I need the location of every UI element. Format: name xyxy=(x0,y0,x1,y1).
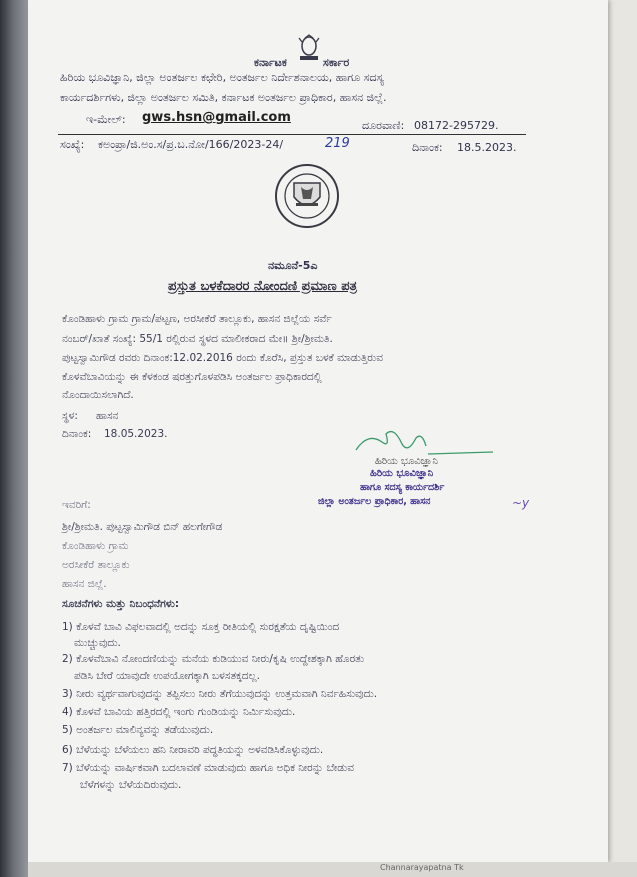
conditions-title: ಸೂಚನೆಗಳು ಮತ್ತು ನಿಬಂಧನೆಗಳು: xyxy=(62,598,180,610)
ref-handwritten: 219 xyxy=(325,136,350,151)
condition-item: 7) ಬೆಳೆಯನ್ನು ವಾರ್ಷಿಕವಾಗಿ ಬದಲಾವಣೆ ಮಾಡುವುದು ಹಾಗೂ ಅಧಿಕ ನೀರನ್ನು ಬೇಡುವ xyxy=(62,762,355,774)
signatory-line-1: ಹಿರಿಯ ಭೂವಿಜ್ಞಾನಿ xyxy=(375,456,438,467)
body-line: ಕೊಳವೆಬಾವಿಯನ್ನು ಈ ಕೆಳಕಂಡ ಷರತ್ತುಗೊಳಪಡಿಸಿ ಅಂತರ್ಜಲ ಪ್ರಾಧಿಕಾರದಲ್ಲಿ xyxy=(62,371,322,383)
to-line-3: ಅರಸೀಕೆರೆ ತಾಲ್ಲೂಕು xyxy=(62,559,130,571)
condition-item: 5) ಅಂತರ್ಜಲ ಮಾಲಿನ್ಯವನ್ನು ತಡೆಯುವುದು. xyxy=(62,724,214,736)
date2-value: 18.05.2023. xyxy=(104,428,168,440)
condition-item: 1) ಕೊಳವೆ ಬಾವಿ ವಿಫಲವಾದಲ್ಲಿ ಅದನ್ನು ಸೂಕ್ತ ರೀತಿಯಲ್ಲಿ ಸುರಕ್ಷತೆಯ ದೃಷ್ಟಿಯಿಂದ xyxy=(62,621,340,633)
header-state: ಕರ್ನಾಟಕ xyxy=(254,56,287,69)
to-line-2: ಕೊಂಡಿಹಾಳು ಗ್ರಾಮ xyxy=(62,540,129,552)
body-line: ಪುಟ್ಟಸ್ವಾಮಿಗೌಡ ರವರು ದಿನಾಂಕ:12.02.2016 ರಂದು ಕೊರೆಸಿ, ಪ್ರಸ್ತುತ ಬಳಕೆ ಮಾಡುತ್ತಿರುವ xyxy=(62,352,383,364)
place-value: ಹಾಸನ xyxy=(96,410,119,422)
state-emblem-icon xyxy=(296,34,322,62)
phone-label: ದೂರವಾಣಿ: xyxy=(362,119,405,132)
email-link[interactable]: gws.hsn@gmail.com xyxy=(142,110,291,125)
to-line-1: ಶ್ರೀ/ಶ್ರೀಮತಿ. ಪುಟ್ಟಸ್ವಾಮಿಗೌಡ ಬಿನ್ ಹಲಗೇಗೌಡ xyxy=(62,521,223,533)
body-line: ನಂಬರ್/ಖಾತೆ ಸಂಖ್ಯೆ: 55/1 ರಲ್ಲಿರುವ ಸ್ಥಳದ ಮಾಲೀಕರಾದ ಮೇ॥ ಶ್ರೀ/ಶ್ರೀಮತಿ. xyxy=(62,333,333,345)
condition-item: 2) ಕೊಳವೆಬಾವಿ ನೋಂದಣಿಯನ್ನು ಮನೆಯ ಕುಡಿಯುವ ನೀರು/ಕೃಷಿ ಉದ್ದೇಶಕ್ಕಾಗಿ ಹೊರತು xyxy=(62,653,365,665)
signatory-line-3: ಹಾಗೂ ಸದಸ್ಯ ಕಾರ್ಯದರ್ಶಿ xyxy=(360,482,445,493)
condition-item: ಮುಚ್ಚುವುದು. xyxy=(74,637,121,649)
footer-name: Channarayapatna Tk xyxy=(380,863,464,872)
place-label: ಸ್ಥಳ: xyxy=(62,410,78,422)
condition-item: 6) ಬೆಳೆಯನ್ನು ಬೆಳೆಯಲು ಹನಿ ನೀರಾವರಿ ಪದ್ಧತಿಯನ್ನು ಅಳವಡಿಸಿಕೊಳ್ಳುವುದು. xyxy=(62,744,324,756)
to-label: ಇವರಿಗೆ: xyxy=(62,499,91,511)
body-line: ಕೊಂಡಿಹಾಳು ಗ್ರಾಮ ಗ್ರಾಮ/ಪಟ್ಟಣ, ಅರಸೀಕೆರೆ ತಾಲ್ಲೂಕು, ಹಾಸನ ಜಿಲ್ಲೆಯ ಸರ್ವೆ xyxy=(62,313,332,325)
header-divider xyxy=(58,134,526,135)
condition-item: ಪಡಿಸಿ ಬೇರೆ ಯಾವುದೇ ಉಪಯೋಗಕ್ಕಾಗಿ ಬಳಸತಕ್ಕದಲ್ಲ. xyxy=(74,670,260,682)
department-seal-icon xyxy=(274,163,340,229)
initials-mark: ~y xyxy=(512,496,530,510)
ref-label: ಸಂಖ್ಯೆ: xyxy=(60,138,85,151)
phone-number: 08172-295729. xyxy=(414,119,499,132)
condition-item: 3) ನೀರು ವ್ಯರ್ಥವಾಗುವುದನ್ನು ತಪ್ಪಿಸಲು ನೀರು ತೆಗೆಯುವುದನ್ನು ಉತ್ತಮವಾಗಿ ನಿರ್ವಹಿಸುವುದು. xyxy=(62,688,378,700)
form-number: ನಮೂನೆ-5ಎ xyxy=(268,259,318,272)
to-line-4: ಹಾಸನ ಜಿಲ್ಲೆ. xyxy=(62,578,107,590)
ref-date: 18.5.2023. xyxy=(457,141,517,154)
bottom-strip xyxy=(28,862,637,877)
office-line-1: ಹಿರಿಯ ಭೂವಿಜ್ಞಾನಿ, ಜಿಲ್ಲಾ ಅಂತರ್ಜಲ ಕಛೇರಿ, ಅಂತರ್ಜಲ ನಿರ್ದೇಶನಾಲಯ, ಹಾಗೂ ಸದಸ್ಯ xyxy=(60,71,384,84)
body-line: ನೊಂದಾಯಿಸಲಾಗಿದೆ. xyxy=(62,389,134,401)
header-govt: ಸರ್ಕಾರ xyxy=(323,56,350,69)
signatory-line-4: ಜಿಲ್ಲಾ ಅಂತರ್ಜಲ ಪ್ರಾಧಿಕಾರ, ಹಾಸನ xyxy=(318,496,431,507)
email-label: ಇ-ಮೇಲ್: xyxy=(86,113,126,126)
ref-number: ಕಅಂಪ್ರಾ/ಜಿ.ಅಂ.ಸ/ಪ್ರ.ಬ.ನೋ/166/2023-24/ xyxy=(98,138,284,151)
date2-label: ದಿನಾಂಕ: xyxy=(62,428,92,440)
document-title: ಪ್ರಸ್ತುತ ಬಳಕೆದಾರರ ನೋಂದಣಿ ಪ್ರಮಾಣ ಪತ್ರ xyxy=(168,279,358,294)
office-line-2: ಕಾರ್ಯದರ್ಶಿಗಳು, ಜಿಲ್ಲಾ ಅಂತರ್ಜಲ ಸಮಿತಿ, ಕರ್ನಾಟಕ ಅಂತರ್ಜಲ ಪ್ರಾಧಿಕಾರ, ಹಾಸನ ಜಿಲ್ಲೆ. xyxy=(60,91,387,104)
condition-item: ಬೆಳೆಗಳನ್ನು ಬೆಳೆಯದಿರುವುದು. xyxy=(80,779,182,791)
signatory-line-2: ಹಿರಿಯ ಭೂವಿಜ್ಞಾನಿ xyxy=(370,468,434,479)
condition-item: 4) ಕೊಳವೆ ಬಾವಿಯ ಹತ್ತಿರದಲ್ಲಿ ಇಂಗು ಗುಂಡಿಯನ್ನು ನಿರ್ಮಿಸುವುದು. xyxy=(62,706,296,718)
date-label: ದಿನಾಂಕ: xyxy=(412,141,443,154)
binder-edge xyxy=(0,0,30,877)
